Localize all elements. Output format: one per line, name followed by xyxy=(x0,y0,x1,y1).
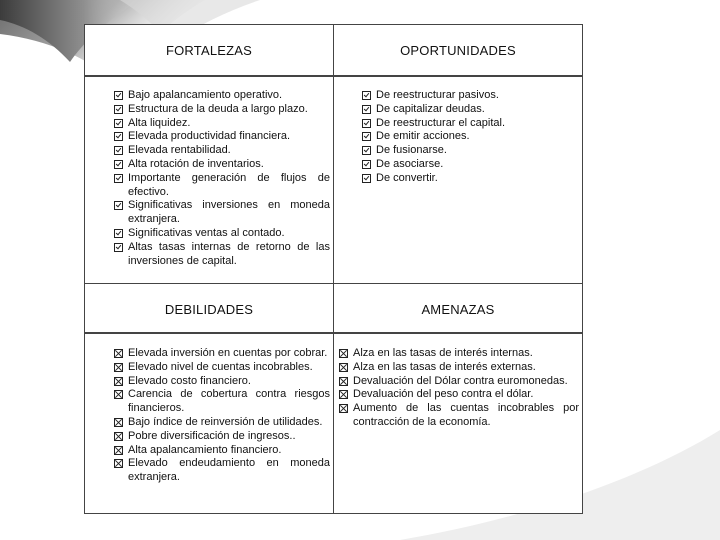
list-item: Altas tasas internas de retorno de las inversiones de capital. xyxy=(114,241,330,269)
oportunidades-title: OPORTUNIDADES xyxy=(400,42,516,58)
list-item: Elevado endeudamiento en moneda extranjera. xyxy=(114,457,330,485)
list-item: Aumento de las cuentas incobrables por contracción de la economía. xyxy=(339,402,579,430)
list-item: Carencia de cobertura contra riesgos financieros. xyxy=(114,388,330,416)
checkbox-check-icon xyxy=(114,201,123,210)
list-item: Significativas ventas al contado. xyxy=(114,227,330,241)
list-item: Bajo índice de reinversión de utilidades. xyxy=(114,416,330,430)
checkbox-check-icon xyxy=(362,174,371,183)
checkbox-x-icon xyxy=(114,459,123,468)
list-item: De reestructurar pasivos. xyxy=(362,89,574,103)
debilidades-list xyxy=(114,347,330,485)
checkbox-check-icon xyxy=(114,146,123,155)
list-item: Elevada rentabilidad. xyxy=(114,144,330,158)
list-item: Alza en las tasas de interés externas. xyxy=(339,361,579,375)
list-item: De asociarse. xyxy=(362,158,574,172)
checkbox-check-icon xyxy=(362,160,371,169)
checkbox-check-icon xyxy=(362,132,371,141)
fortalezas-title: FORTALEZAS xyxy=(165,42,253,58)
list-item: Estructura de la deuda a largo plazo. xyxy=(114,103,330,117)
checkbox-check-icon xyxy=(114,243,123,252)
checkbox-x-icon xyxy=(339,349,348,358)
checkbox-check-icon xyxy=(362,91,371,100)
swot-table xyxy=(84,24,583,514)
checkbox-check-icon xyxy=(114,105,123,114)
amenazas-list xyxy=(339,347,579,430)
checkbox-x-icon xyxy=(114,432,123,441)
list-item: Alza en las tasas de interés internas. xyxy=(339,347,579,361)
list-item: Alta liquidez. xyxy=(114,117,330,131)
list-item: Bajo apalancamiento operativo. xyxy=(114,89,330,103)
list-item: Elevado nivel de cuentas incobrables. xyxy=(114,361,330,375)
checkbox-x-icon xyxy=(114,390,123,399)
checkbox-check-icon xyxy=(114,132,123,141)
list-item: Elevada productividad financiera. xyxy=(114,130,330,144)
debilidades-title: DEBILIDADES xyxy=(164,301,254,317)
list-item: De capitalizar deudas. xyxy=(362,103,574,117)
amenazas-title: AMENAZAS xyxy=(421,301,495,317)
checkbox-x-icon xyxy=(114,349,123,358)
checkbox-check-icon xyxy=(114,91,123,100)
fortalezas-list xyxy=(114,89,330,268)
checkbox-x-icon xyxy=(339,390,348,399)
list-item: Devaluación del Dólar contra euromonedas. xyxy=(339,375,579,389)
checkbox-check-icon xyxy=(362,146,371,155)
checkbox-check-icon xyxy=(114,119,123,128)
list-item: Significativas inversiones en moneda extranjera. xyxy=(114,199,330,227)
checkbox-x-icon xyxy=(114,377,123,386)
oportunidades-list xyxy=(362,89,574,186)
list-item: Alta apalancamiento financiero. xyxy=(114,444,330,458)
list-item: Alta rotación de inventarios. xyxy=(114,158,330,172)
list-item: De reestructurar el capital. xyxy=(362,117,574,131)
checkbox-check-icon xyxy=(114,229,123,238)
list-item: Elevado costo financiero. xyxy=(114,375,330,389)
list-item: De emitir acciones. xyxy=(362,130,574,144)
column-divider xyxy=(333,25,334,513)
list-item: De convertir. xyxy=(362,172,574,186)
row-divider-top xyxy=(85,75,582,77)
checkbox-x-icon xyxy=(114,446,123,455)
checkbox-x-icon xyxy=(339,404,348,413)
list-item: Devaluación del peso contra el dólar. xyxy=(339,388,579,402)
checkbox-x-icon xyxy=(114,418,123,427)
list-item: De fusionarse. xyxy=(362,144,574,158)
checkbox-check-icon xyxy=(114,160,123,169)
checkbox-x-icon xyxy=(339,363,348,372)
list-item: Pobre diversificación de ingresos.. xyxy=(114,430,330,444)
checkbox-x-icon xyxy=(114,363,123,372)
checkbox-check-icon xyxy=(362,105,371,114)
checkbox-check-icon xyxy=(114,174,123,183)
list-item: Importante generación de flujos de efectivo. xyxy=(114,172,330,200)
checkbox-x-icon xyxy=(339,377,348,386)
checkbox-check-icon xyxy=(362,119,371,128)
list-item: Elevada inversión en cuentas por cobrar. xyxy=(114,347,330,361)
